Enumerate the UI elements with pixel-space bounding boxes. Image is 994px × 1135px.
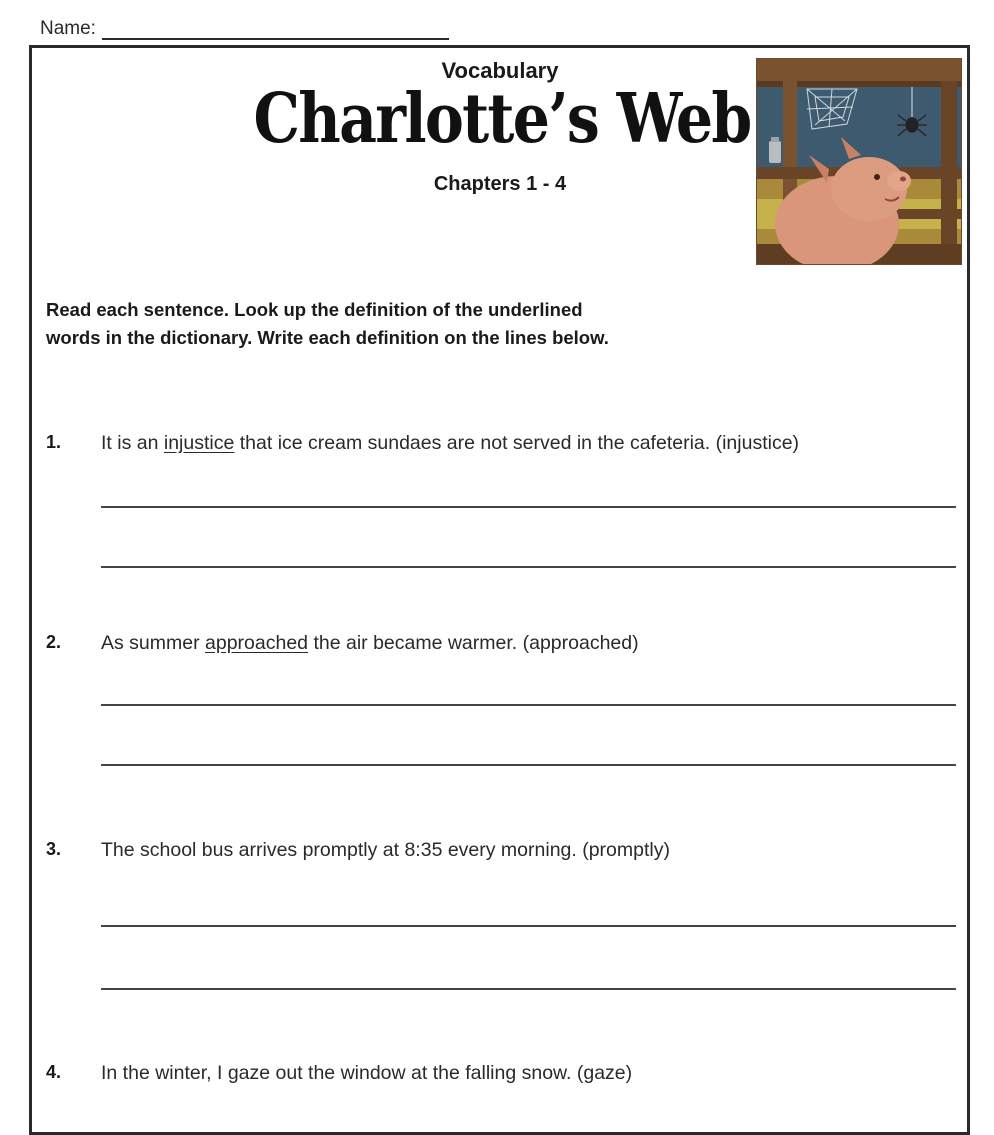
name-input-line[interactable] bbox=[102, 18, 449, 40]
book-cover-image bbox=[756, 58, 962, 265]
name-field bbox=[40, 18, 449, 40]
item-sentence bbox=[101, 632, 639, 655]
instructions-line-1: Read each sentence. Look up the definition of the underlined bbox=[46, 299, 583, 320]
sentence-end: that ice cream sundaes are not served in the cafeteria. (injustice) bbox=[234, 432, 800, 454]
pig-and-spider-illustration bbox=[757, 59, 961, 264]
item-number: 4. bbox=[46, 1062, 62, 1082]
answer-line[interactable] bbox=[101, 925, 956, 927]
name-label: Name: bbox=[40, 18, 96, 39]
sentence-end: the air became warmer. (approached) bbox=[308, 632, 639, 654]
item-number: 1. bbox=[46, 432, 62, 452]
instructions-line-2: words in the dictionary. Write each definition on the lines below. bbox=[46, 327, 609, 348]
answer-line[interactable] bbox=[101, 506, 956, 508]
answer-line[interactable] bbox=[101, 764, 956, 766]
item-number: 2. bbox=[46, 632, 62, 652]
answer-line[interactable] bbox=[101, 704, 956, 706]
book-title: Charlotte’s Web bbox=[253, 79, 751, 159]
item-sentence bbox=[101, 432, 799, 455]
item-number: 3. bbox=[46, 839, 62, 859]
instructions bbox=[46, 296, 766, 352]
worksheet-subtitle: Vocabulary bbox=[441, 58, 559, 83]
answer-line[interactable] bbox=[101, 988, 956, 990]
item-sentence: In the winter, I gaze out the window at the falling snow. (gaze) bbox=[101, 1062, 633, 1084]
chapters-label: Chapters 1 - 4 bbox=[433, 173, 567, 195]
answer-line[interactable] bbox=[101, 566, 956, 568]
item-sentence: The school bus arrives promptly at 8:35 every morning. (promptly) bbox=[101, 839, 670, 861]
sentence-start: It is an bbox=[101, 432, 164, 454]
sentence-start: As summer bbox=[101, 632, 206, 654]
underlined-word: approached bbox=[205, 632, 309, 654]
underlined-word: injustice bbox=[163, 432, 235, 454]
